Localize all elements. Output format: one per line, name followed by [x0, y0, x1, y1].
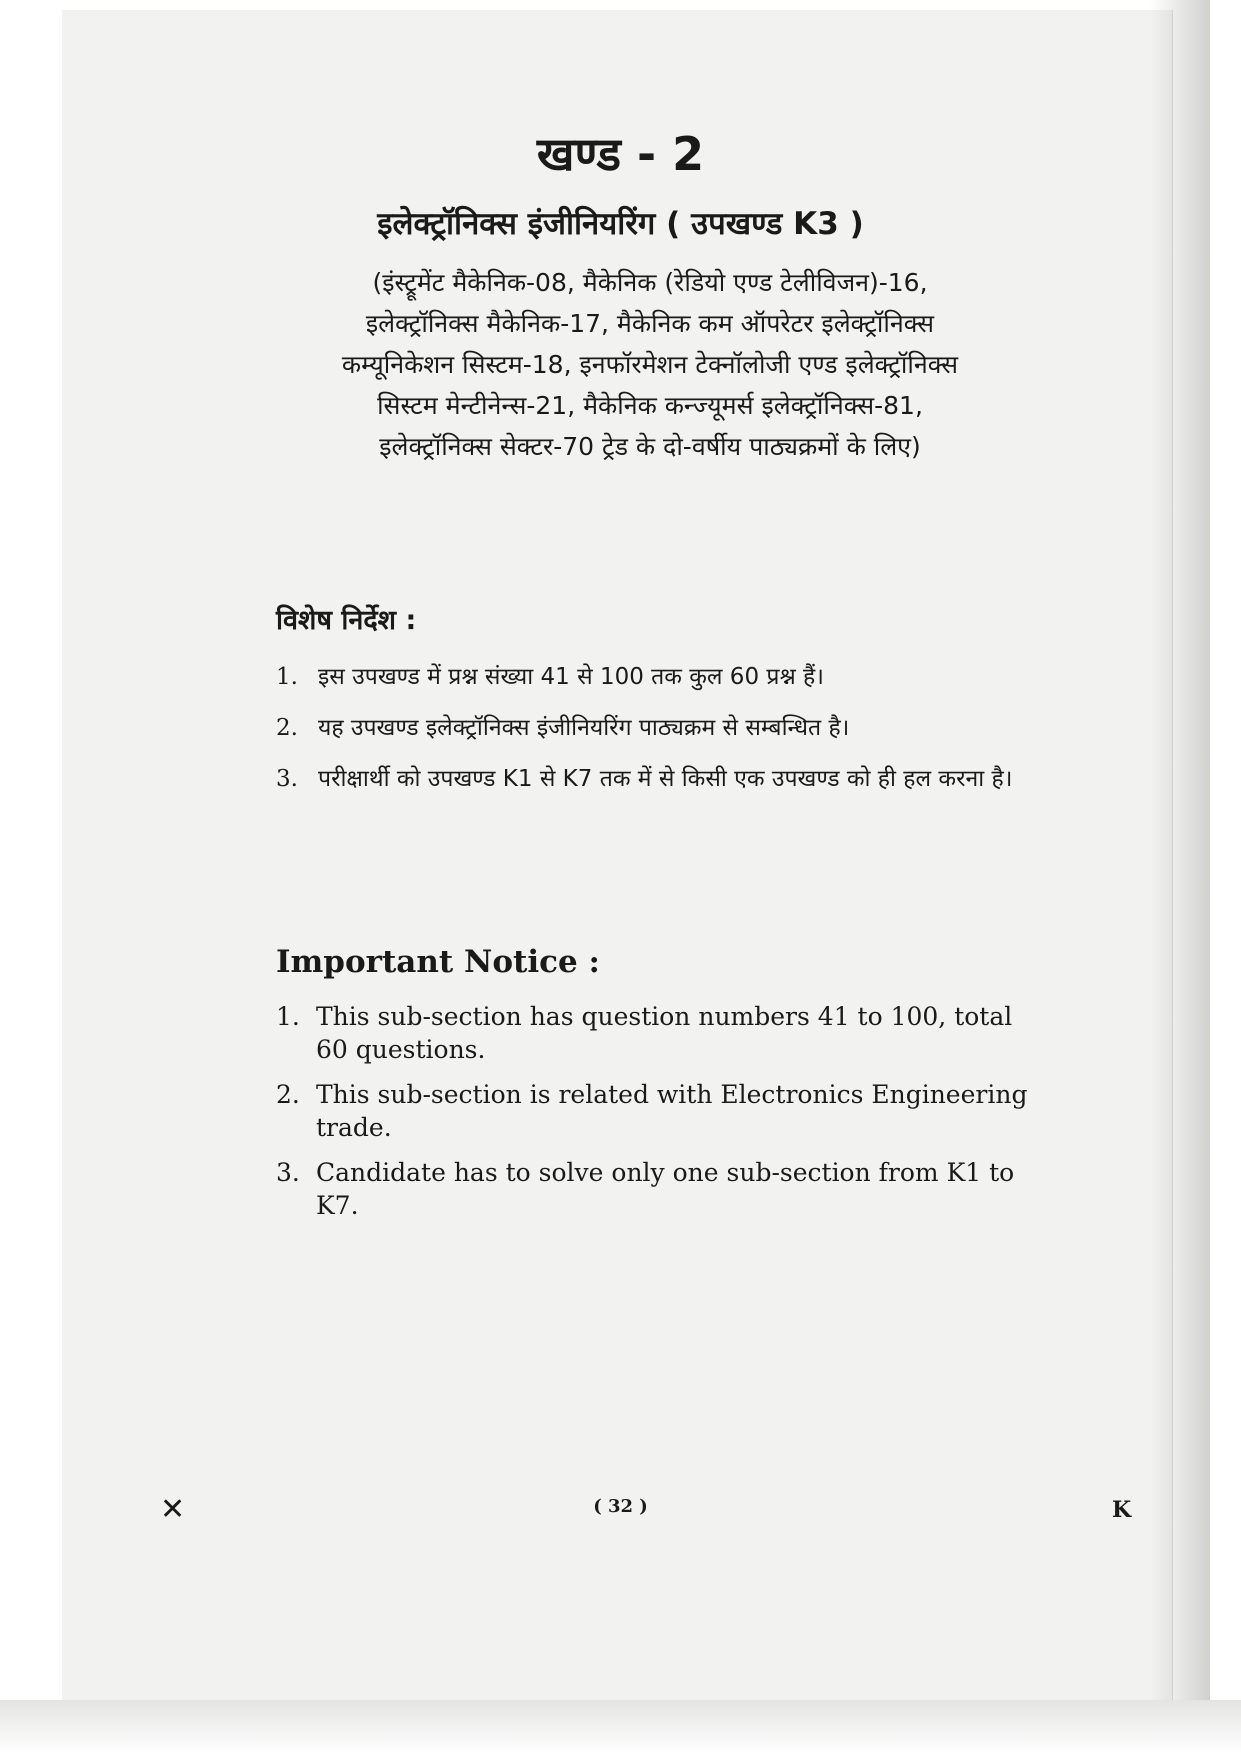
paper-code: K [1112, 1497, 1132, 1523]
trade-line: सिस्टम मेन्टीनेन्स-21, मैकेनिक कन्ज्यूमर्स इलेक्ट्रॉनिक्स-81, [377, 391, 923, 420]
sub-section-title: इलेक्ट्रॉनिक्स इंजीनियरिंग ( उपखण्ड K3 ) [377, 206, 864, 242]
item-number: 2. [276, 1080, 300, 1109]
trade-line: इलेक्ट्रॉनिक्स मैकेनिक-17, मैकेनिक कम ऑपरेटर इलेक्ट्रॉनिक्स [365, 309, 935, 338]
page-edge-shadow [1150, 0, 1210, 1700]
trade-list [250, 262, 1050, 467]
list-item [276, 1156, 1046, 1222]
english-notice-list [276, 1000, 1046, 1234]
bottom-shadow [0, 1700, 1241, 1754]
item-text: यह उपखण्ड इलेक्ट्रॉनिक्स इंजीनियरिंग पाठ्यक्रम से सम्बन्धित है। [318, 715, 850, 741]
item-text: This sub-section has question numbers 41 to 100, total 60 questions. [316, 1002, 1013, 1064]
item-text: Candidate has to solve only one sub-section from K1 to K7. [316, 1158, 1015, 1220]
list-item [276, 1000, 1046, 1066]
hindi-notice-list [276, 660, 1056, 813]
trade-line: इलेक्ट्रॉनिक्स सेक्टर-70 ट्रेड के दो-वर्षीय पाठ्यक्रमों के लिए) [379, 432, 921, 461]
list-item [276, 660, 1056, 695]
trade-line: (इंस्ट्रूमेंट मैकेनिक-08, मैकेनिक (रेडियो एण्ड टेलीविजन)-16, [372, 268, 928, 297]
hindi-notice-heading: विशेष निर्देश : [276, 605, 417, 636]
cross-mark-icon: ✕ [160, 1492, 186, 1527]
item-text: इस उपखण्ड में प्रश्न संख्या 41 से 100 तक कुल 60 प्रश्न हैं। [318, 664, 824, 690]
item-text: This sub-section is related with Electronics Engineering trade. [316, 1080, 1028, 1142]
trade-line: कम्यूनिकेशन सिस्टम-18, इनफॉरमेशन टेक्नॉलोजी एण्ड इलेक्ट्रॉनिक्स [341, 350, 959, 379]
item-text: परीक्षार्थी को उपखण्ड K1 से K7 तक में से किसी एक उपखण्ड को ही हल करना है। [318, 766, 1013, 792]
list-item [276, 711, 1056, 746]
item-number: 1. [276, 1002, 300, 1031]
page-number: ( 32 ) [593, 1496, 648, 1517]
item-number: 3. [276, 1158, 300, 1187]
item-number: 3. [276, 766, 298, 792]
section-title: खण्ड - 2 [536, 127, 705, 181]
english-notice-heading: Important Notice : [276, 944, 600, 980]
list-item [276, 762, 1056, 797]
item-number: 1. [276, 664, 298, 690]
item-number: 2. [276, 715, 298, 741]
list-item [276, 1078, 1046, 1144]
